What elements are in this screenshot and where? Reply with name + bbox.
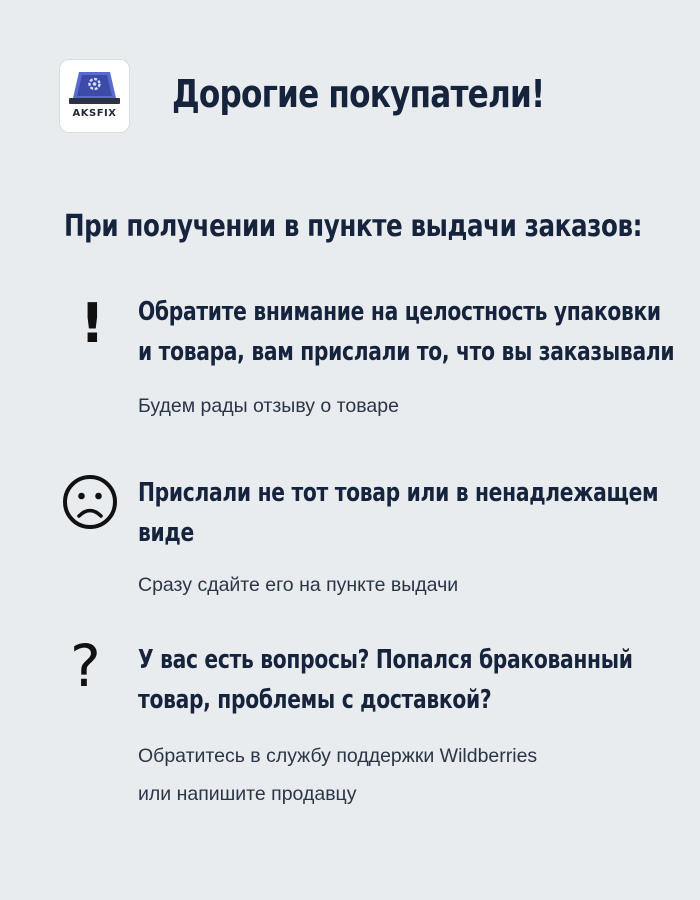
heading-line: виде <box>138 518 194 548</box>
heading-line: Прислали не тот товар или в ненадлежащем <box>138 478 659 508</box>
item-body-questions <box>138 737 537 813</box>
exclamation-icon: ! <box>80 292 105 355</box>
body-line: Обратитесь в службу поддержки Wildberries <box>138 745 538 767</box>
page-subtitle: При получении в пункте выдачи заказов: <box>64 209 643 244</box>
heading-line: У вас есть вопросы? Попался бракованный <box>138 645 633 675</box>
brand-logo <box>60 60 129 132</box>
heading-line: товар, проблемы с доставкой? <box>138 685 492 715</box>
item-heading-integrity <box>138 292 674 372</box>
item-heading-questions <box>138 640 633 720</box>
laptop-gear-icon <box>66 68 123 106</box>
sad-face-icon <box>62 474 118 535</box>
heading-line: Обратите внимание на целостность упаковки <box>138 297 661 327</box>
item-body-integrity <box>138 387 399 425</box>
heading-line: и товара, вам прислали то, что вы заказывали <box>138 337 675 367</box>
logo-text: AKSFIX <box>72 108 117 119</box>
item-heading-wrong-item <box>138 473 658 553</box>
body-line: или напишите продавцу <box>138 783 357 805</box>
body-line: Сразу сдайте его на пункте выдачи <box>138 574 459 596</box>
body-line: Будем рады отзыву о товаре <box>138 395 399 417</box>
page-title: Дорогие покупатели! <box>172 72 545 116</box>
question-icon: ? <box>70 632 101 700</box>
item-body-wrong-item <box>138 566 458 604</box>
